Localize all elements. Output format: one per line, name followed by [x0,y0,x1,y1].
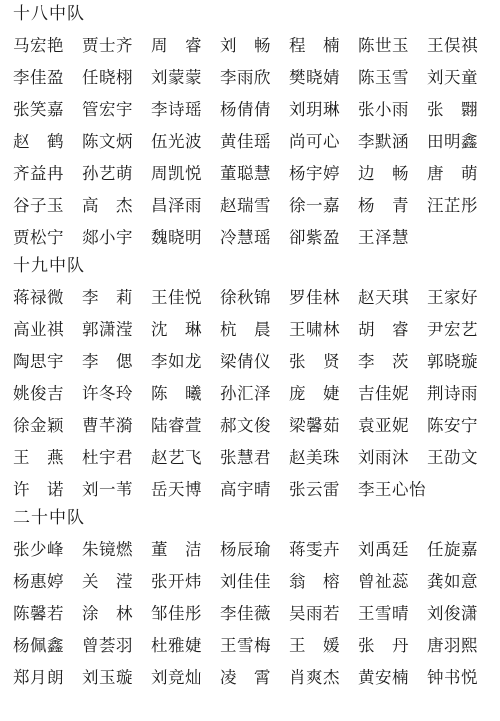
student-name: 蒋雯卉 [289,540,340,559]
student-name: 李默涵 [358,132,409,151]
student-name: 任旋嘉 [427,540,478,559]
student-name: 袁亚妮 [358,416,409,435]
student-name: 郯小宇 [82,228,133,247]
student-name: 周凯悦 [151,164,202,183]
student-name: 刘禹廷 [358,540,409,559]
name-row [0,92,500,124]
name-row [0,440,500,472]
student-name: 边 畅 [358,164,409,183]
student-name: 朱镜燃 [82,540,133,559]
student-name: 张 贤 [289,352,340,371]
squad-heading: 十九中队 [13,256,85,276]
student-name: 李 偲 [82,352,133,371]
student-name: 王啸林 [289,320,340,339]
student-name: 赵 鹤 [13,132,64,151]
name-row [0,532,500,564]
student-name: 刘佳佳 [220,572,271,591]
student-name: 曾荟羽 [82,636,133,655]
name-row [0,124,500,156]
name-row [0,156,500,188]
student-name: 郝文俊 [220,416,271,435]
student-name: 徐金颖 [13,416,64,435]
student-name: 杨惠婷 [13,572,64,591]
student-name: 董聪慧 [220,164,271,183]
student-name: 杭 晨 [220,320,271,339]
name-row [0,376,500,408]
student-name: 杜宇君 [82,448,133,467]
student-name: 徐秋锦 [220,288,271,307]
student-name: 杜雅婕 [151,636,202,655]
student-name: 陈馨若 [13,604,64,623]
student-name: 龚如意 [427,572,478,591]
student-name: 刘天童 [427,68,478,87]
student-name: 王 燕 [13,448,64,467]
student-name: 李诗瑶 [151,100,202,119]
student-name: 赵美珠 [289,448,340,467]
student-name: 许 诺 [13,480,64,499]
squad-section [0,0,500,252]
student-name: 刘雨沐 [358,448,409,467]
student-name: 翁 榕 [289,572,340,591]
name-row [0,408,500,440]
student-name: 涂 林 [82,604,133,623]
student-name: 张少峰 [13,540,64,559]
student-name: 郭晓璇 [427,352,478,371]
student-name: 昌泽雨 [151,196,202,215]
student-name: 钟书悦 [427,668,478,687]
student-name: 李佳盈 [13,68,64,87]
student-name: 岳天博 [151,480,202,499]
student-name: 魏晓明 [151,228,202,247]
student-name: 刘 畅 [220,36,271,55]
student-name: 赵天琪 [358,288,409,307]
name-row [0,628,500,660]
student-name: 刘竞灿 [151,668,202,687]
student-name: 黄安楠 [358,668,409,687]
student-name: 贾松宁 [13,228,64,247]
student-name: 王泽慧 [358,228,409,247]
student-name: 贾士齐 [82,36,133,55]
student-name: 梁馨茹 [289,416,340,435]
student-name: 王雪梅 [220,636,271,655]
student-name: 王劭文 [427,448,478,467]
name-row [0,344,500,376]
student-name: 管宏宇 [82,100,133,119]
student-name: 姚俊吉 [13,384,64,403]
student-name: 庞 婕 [289,384,340,403]
student-name: 王 媛 [289,636,340,655]
squad-heading: 二十中队 [13,508,85,528]
student-name: 胡 睿 [358,320,409,339]
student-name: 刘玥琳 [289,100,340,119]
student-name: 刘蒙蒙 [151,68,202,87]
student-name: 刘俊潇 [427,604,478,623]
student-name: 李如龙 [151,352,202,371]
student-name: 梁倩仪 [220,352,271,371]
student-name: 尚可心 [289,132,340,151]
student-name: 张开炜 [151,572,202,591]
name-row [0,60,500,92]
student-name: 冷慧瑶 [220,228,271,247]
student-name: 尹宏艺 [427,320,478,339]
student-name: 凌 霄 [220,668,271,687]
student-name: 李 莉 [82,288,133,307]
student-name: 马宏艳 [13,36,64,55]
student-name: 郭潇滢 [82,320,133,339]
student-name: 伍光波 [151,132,202,151]
student-name: 许冬玲 [82,384,133,403]
student-name: 谷子玉 [13,196,64,215]
squad-section [0,504,500,692]
student-name: 蒋禄微 [13,288,64,307]
student-name: 田明鑫 [427,132,478,151]
student-name: 赵瑞雪 [220,196,271,215]
student-name: 肖爽杰 [289,668,340,687]
student-name: 徐一嘉 [289,196,340,215]
student-name: 张笑嘉 [13,100,64,119]
student-name: 张慧君 [220,448,271,467]
squad-section [0,252,500,504]
student-name: 王家好 [427,288,478,307]
student-name: 张 翾 [427,100,478,119]
student-name: 任晓栩 [82,68,133,87]
student-name: 黄佳瑶 [220,132,271,151]
student-name: 汪芷彤 [427,196,478,215]
student-name: 卻紫盈 [289,228,340,247]
student-name: 高 杰 [82,196,133,215]
student-name: 赵艺飞 [151,448,202,467]
student-name: 郑月朗 [13,668,64,687]
student-name: 陈 曦 [151,384,202,403]
student-name: 罗佳林 [289,288,340,307]
student-name: 杨宇婷 [289,164,340,183]
name-row [0,220,500,252]
student-name: 齐益冉 [13,164,64,183]
student-name: 高宇晴 [220,480,271,499]
student-name: 王雪晴 [358,604,409,623]
student-name: 吉佳妮 [358,384,409,403]
name-row [0,472,500,504]
student-name: 王佳悦 [151,288,202,307]
student-name: 孙艺萌 [82,164,133,183]
student-name: 周 睿 [151,36,202,55]
name-row [0,28,500,60]
student-name: 李王心怡 [358,480,426,499]
student-name: 程 楠 [289,36,340,55]
name-row [0,312,500,344]
student-name: 杨倩倩 [220,100,271,119]
student-name: 沈 琳 [151,320,202,339]
name-row [0,280,500,312]
student-name: 陈安宁 [427,416,478,435]
student-name: 刘玉璇 [82,668,133,687]
student-name: 陈玉雪 [358,68,409,87]
student-name: 杨 青 [358,196,409,215]
name-row [0,188,500,220]
student-name: 邹佳彤 [151,604,202,623]
student-name: 唐羽熙 [427,636,478,655]
student-name: 吴雨若 [289,604,340,623]
student-name: 张云雷 [289,480,340,499]
student-name: 唐 萌 [427,164,478,183]
student-name: 李雨欣 [220,68,271,87]
student-name: 孙汇泽 [220,384,271,403]
student-name: 关 滢 [82,572,133,591]
name-row [0,596,500,628]
student-name: 陈世玉 [358,36,409,55]
student-name: 曾祉蕊 [358,572,409,591]
student-name: 高业祺 [13,320,64,339]
student-name: 樊晓婧 [289,68,340,87]
student-name: 李 茨 [358,352,409,371]
student-name: 曹芊漪 [82,416,133,435]
student-name: 陶思宇 [13,352,64,371]
student-name: 李佳薇 [220,604,271,623]
student-name: 陆睿萱 [151,416,202,435]
student-name: 荆诗雨 [427,384,478,403]
student-name: 陈文炳 [82,132,133,151]
student-name: 刘一苇 [82,480,133,499]
student-name: 王俣祺 [427,36,478,55]
student-name: 杨辰瑜 [220,540,271,559]
name-row [0,564,500,596]
student-name: 张小雨 [358,100,409,119]
student-name: 张 丹 [358,636,409,655]
student-name: 杨佩鑫 [13,636,64,655]
name-row [0,660,500,692]
student-name: 董 洁 [151,540,202,559]
squad-heading: 十八中队 [13,4,85,24]
